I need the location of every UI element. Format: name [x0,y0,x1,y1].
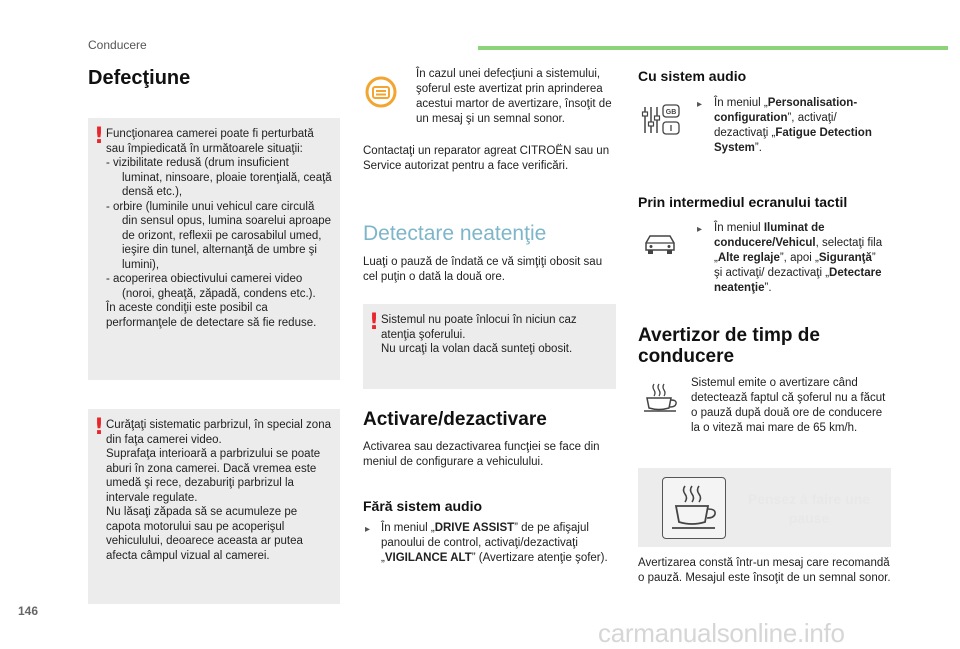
section-title: Conducere [88,38,147,52]
coffee-cup-icon [662,477,726,539]
title-fara-sistem-audio: Fără sistem audio [363,498,483,514]
bullet-arrow-icon: ▸ [697,224,703,235]
warning-paragraph: Sistemul nu poate înlocui în niciun caz atenţia şoferului. [381,314,577,341]
title-activare: Activare/dezactivare [363,409,547,430]
audio-instruction [714,96,894,156]
text-fragment: În meniul [714,222,764,234]
exclamation-icon: ! [94,124,105,149]
warning-box-camera-conditions [88,118,340,380]
text-fragment: ” şi activaţi/ dezactivaţi „ [714,252,876,279]
warning-box-windscreen [88,409,340,604]
exclamation-icon: ! [369,310,380,335]
watermark: carmanualsonline.info [598,618,845,648]
touchscreen-instruction [714,221,886,296]
bullet-arrow-icon: ▸ [697,99,703,110]
audio-icon-label: GB [665,109,677,116]
menu-name-siguranta: Siguranţă [818,252,872,264]
menu-name-fatigue-detection: Fatigue Detection System [714,127,872,154]
warning-intro-line: Funcţionarea camerei poate fi perturbată [106,128,314,140]
contact-text: Contactaţi un reparator agreat CITROËN sau un Service autorizat pentru a face verificări. [363,145,610,172]
audio-system-icon [641,103,681,137]
warning-list-item: - vizibilitate redusă (drum insuficient luminat, ninsoare, ploaie torenţială, ceaţă densă etc.), [106,157,332,198]
text-fragment: ”, apoi „ [779,252,819,264]
fault-warning-text: În cazul unei defecţiuni a sistemului, şoferul este avertizat prin aprinderea acestui martor de avertizare, însoţit de un mesaj şi un semnal sonor. [416,68,612,125]
title-avertizor-timp [638,325,820,367]
title-ecran-tactil: Prin intermediul ecranului tactil [638,194,848,210]
noaudio-instruction [381,521,616,566]
activate-text: Activarea sau dezactivarea funcţiei se face din meniul de configurare a vehiculului. [363,441,600,468]
title-line: conducere [638,346,735,367]
pause-display-illustration [638,468,891,547]
menu-name-vigilance: VIGILANCE ALT [384,552,472,564]
title-defectiune: Defecţiune [88,67,191,89]
exclamation-icon: ! [94,415,105,440]
coffee-cup-icon [642,382,682,414]
final-text: Avertizarea constă într-un mesaj care recomandă o pauză. Mesajul este însoţit de un semnal sonor. [638,557,891,584]
text-fragment: În meniul „ [381,522,435,534]
title-cu-sistem-audio: Cu sistem audio [638,68,747,84]
text-fragment: ”. [754,142,762,154]
menu-name-drive-assist: DRIVE ASSIST [434,522,515,534]
menu-name-iluminat: Iluminat de conducere/Vehicul [714,222,825,249]
menu-name-personalisation: Personalisation-configuration [714,97,858,124]
title-line: Avertizor de timp de [638,325,820,346]
menu-name-alte-reglaje: Alte reglaje [717,252,780,264]
warning-list-item: - orbire (luminile unui vehicul care circulă din sensul opus, lumina soarelui aproape de orizont, reflexii pe carosabilul umed, ieşire din tunel, alternanţă de umbre şi lumini), [106,200,332,271]
warning-outro: În aceste condiţii este posibil ca performanţele de detectare să fie reduse. [106,302,317,329]
warning-paragraph: Nu lăsaţi zăpada să se acumuleze pe capota motorului sau pe acoperişul vehiculului, deoarece aceasta ar putea afecta câmpul vizual al camerei. [106,506,303,562]
page-number: 146 [18,604,39,618]
fatigue-warning-icon [364,75,398,109]
bullet-arrow-icon: ▸ [365,524,371,535]
detect-text: Luaţi o pauză de îndată ce vă simţiţi obosit sau cel puţin o dată la două ore. [363,256,603,283]
warning-intro-line: sau împiedicată în următoarele situaţii: [106,142,303,155]
timer-text: Sistemul emite o avertizare când detectează faptul că şoferul nu a făcut o pauză după două ore de conducere la o viteză mai mare de 65 km/h. [691,377,886,434]
text-fragment: ”. [764,282,772,294]
text-fragment: ”, activaţi/ dezactivaţi „ [714,112,837,139]
pause-message-label: Pensez à faire une pause [747,491,871,526]
warning-paragraph: Suprafaţa interioară a parbrizului se poate aburi în zona camerei. Dacă vremea este umedă şi rece, dezaburiţi parbrizul la intervale regulate. [106,448,321,504]
warning-text [106,418,332,563]
title-detectare-neatentie: Detectare neatenţie [363,222,547,245]
text-fragment: ” (Avertizare atenţie şofer). [471,552,608,564]
warning-paragraph: Nu urcaţi la volan dacă sunteţi obosit. [381,343,573,355]
warning-text [106,127,332,330]
warning-box-attention [363,304,616,389]
text-fragment: , selectaţi fila „ [714,237,883,264]
menu-name-detectare-neatentie: Detectare neatenţie [714,267,882,294]
text-fragment: În meniul „ [714,97,768,109]
text-fragment: ” de pe afişajul panoului de control, activaţi/dezactivaţi „ [381,522,589,564]
car-icon [643,230,677,256]
warning-list-item: - acoperirea obiectivului camerei video (noroi, gheaţă, zăpadă, condens etc.). [106,273,316,300]
header-accent-bar [478,46,948,50]
warning-paragraph: Curăţaţi sistematic parbrizul, în special zona din faţa camerei video. [106,419,331,446]
warning-text [381,313,608,357]
